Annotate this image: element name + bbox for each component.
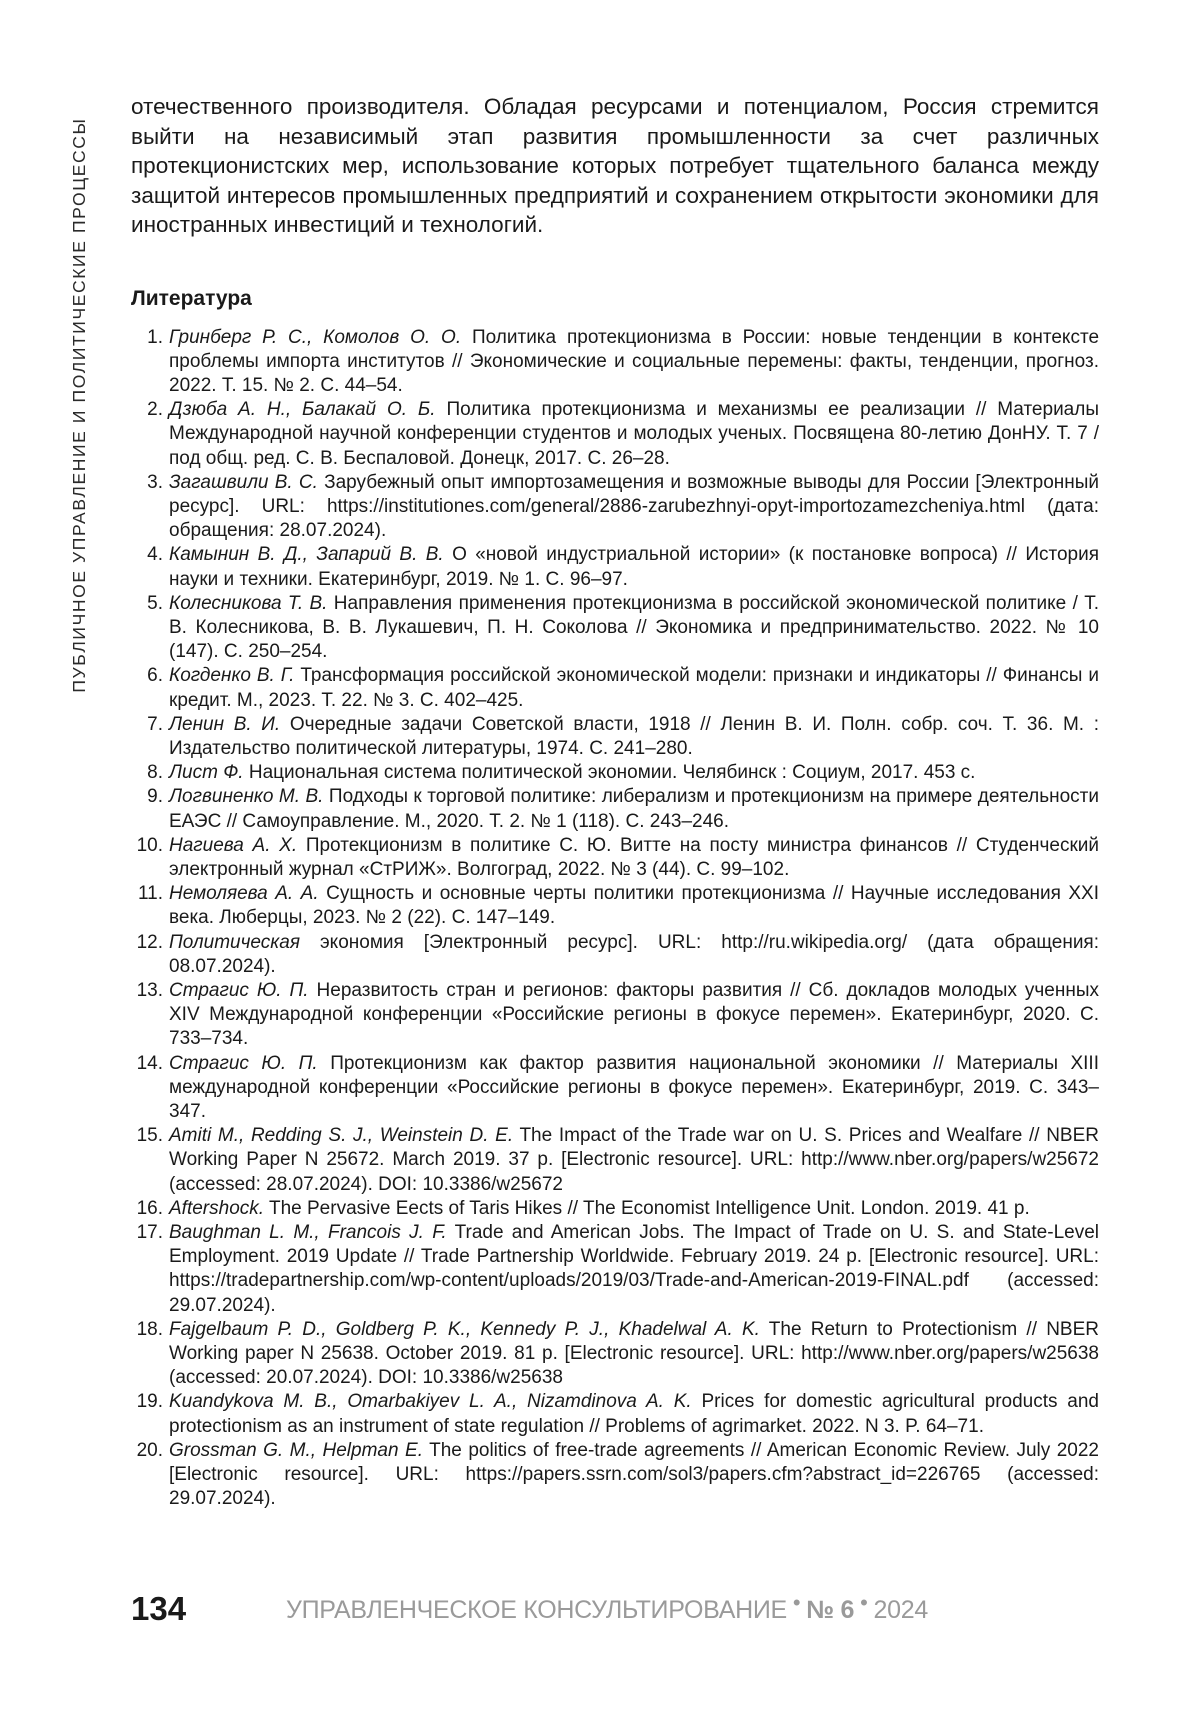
reference-number: 3. [121, 471, 163, 495]
reference-text: The Return to Protectionism // NBER Working paper N 25638. October 2019. 81 p. [Electronic resource]. URL: http://www.nber.org/papers/w25638 (accessed: 20.07.2024). DOI: 10.3386/w25638 [169, 1319, 1099, 1388]
reference-item [131, 1390, 1099, 1438]
reference-author: Fajgelbaum P. D., Goldberg P. K., Kennedy P. J., Khadelwal A. K. [169, 1319, 760, 1340]
running-title-sidebar [66, 100, 92, 710]
reference-author: Aftershock. [169, 1198, 264, 1219]
reference-item [131, 785, 1099, 833]
reference-text: экономия [Электронный ресурс]. URL: http://ru.wikipedia.org/ (дата обращения: 08.07.2024). [169, 932, 1099, 977]
reference-number: 5. [121, 592, 163, 616]
reference-author: Политическая [169, 932, 300, 953]
reference-number: 18. [121, 1318, 163, 1342]
reference-text: The Impact of the Trade war on U. S. Prices and Wealfare // NBER Working Paper N 25672. March 2019. 37 p. [Electronic resource]. URL: http://www.nber.org/papers/w25672 (accessed: 28.07.2024). DOI: 10.3386/w25672 [169, 1125, 1099, 1194]
intro-paragraph: отечественного производителя. Обладая ресурсами и потенциалом, Россия стремится выйти на независимый этап развития промышленности за счет различных протекционистских мер, использование которых потребует тщательного баланса между защитой интересов промышленных предприятий и сохранением открытости экономики для иностранных инвестиций и технологий. [131, 92, 1099, 240]
reference-number: 20. [121, 1439, 163, 1463]
reference-author: Нагиева А. Х. [169, 835, 297, 856]
reference-text: Подходы к торговой политике: либерализм и протекционизм на примере деятельности ЕАЭС // Самоуправление. М., 2020. Т. 2. № 1 (118). С. 243–246. [169, 786, 1099, 831]
reference-item [131, 1197, 1099, 1221]
reference-item [131, 543, 1099, 591]
reference-number: 16. [121, 1197, 163, 1221]
reference-item [131, 761, 1099, 785]
reference-number: 6. [121, 664, 163, 688]
reference-text: Протекционизм в политике С. Ю. Витте на посту министра финансов // Студенческий электронный журнал «СтРИЖ». Волгоград, 2022. № 3 (44). С. 99–102. [169, 835, 1099, 880]
journal-issue: № 6 [806, 1596, 854, 1624]
reference-item [131, 592, 1099, 665]
reference-number: 10. [121, 834, 163, 858]
reference-author: Колесникова Т. В. [169, 593, 327, 614]
reference-item [131, 471, 1099, 544]
reference-number: 14. [121, 1052, 163, 1076]
reference-author: Лист Ф. [169, 762, 244, 783]
reference-item [131, 326, 1099, 399]
reference-author: Немоляева А. А. [169, 883, 319, 904]
reference-author: Логвиненко М. В. [169, 786, 323, 807]
reference-number: 19. [121, 1390, 163, 1414]
reference-text: О «новой индустриальной истории» (к постановке вопроса) // История науки и техники. Екатеринбург, 2019. № 1. С. 96–97. [169, 544, 1099, 589]
reference-number: 4. [121, 543, 163, 567]
reference-number: 2. [121, 398, 163, 422]
reference-item [131, 931, 1099, 979]
references-list [131, 326, 1099, 1512]
reference-text: The politics of free-trade agreements // American Economic Review. July 2022 [Electronic resource]. URL: https://papers.ssrn.com/sol3/papers.cfm?abstract_id=226765 (accessed: 29.07.2024). [169, 1440, 1099, 1509]
journal-title [286, 1589, 928, 1632]
page-footer [131, 1589, 1099, 1629]
reference-text: Prices for domestic agricultural products and protectionism as an instrument of state regulation // Problems of agrimarket. 2022. N 3. P. 64–71. [169, 1391, 1099, 1436]
reference-text: Неразвитость стран и регионов: факторы развития // Сб. докладов молодых ученных XIV Международной конференции «Российские регионы в фокусе перемен». Екатеринбург, 2020. С. 733–734. [169, 980, 1099, 1049]
reference-number: 12. [121, 931, 163, 955]
reference-author: Дзюба А. Н., Балакай О. Б. [169, 399, 436, 420]
reference-text: Протекционизм как фактор развития национальной экономики // Материалы XIII международной конференции «Российские регионы в фокусе перемен». Екатеринбург, 2019. С. 343–347. [169, 1053, 1099, 1122]
reference-author: Grossman G. M., Helpman E. [169, 1440, 423, 1461]
reference-item [131, 882, 1099, 930]
page-content [131, 92, 1099, 1511]
reference-author: Amiti M., Redding S. J., Weinstein D. E. [169, 1125, 513, 1146]
reference-item [131, 1052, 1099, 1125]
reference-item [131, 398, 1099, 471]
reference-author: Камынин В. Д., Запарий В. В. [169, 544, 444, 565]
reference-item [131, 834, 1099, 882]
reference-item [131, 1124, 1099, 1197]
reference-text: Политика протекционизма в России: новые тенденции в контексте проблемы импорта институтов // Экономические и социальные перемены: факты, тенденции, прогноз. 2022. Т. 15. № 2. С. 44–54. [169, 327, 1099, 396]
reference-author: Когденко В. Г. [169, 665, 294, 686]
journal-name: УПРАВЛЕНЧЕСКОЕ КОНСУЛЬТИРОВАНИЕ [286, 1596, 787, 1624]
reference-text: Trade and American Jobs. The Impact of Trade on U. S. and State-Level Employment. 2019 Update // Trade Partnership Worldwide. February 2019. 24 p. [Electronic resource]. URL: https://tradepartnership.com/wp-content/uploads/2019/03/Trade-and-American-2019-FINAL.pdf (accessed: 29.07.2024). [169, 1222, 1099, 1316]
reference-item [131, 979, 1099, 1052]
reference-number: 11. [121, 882, 163, 906]
reference-text: Политика протекционизма и механизмы ее реализации // Материалы Международной научной конференции студентов и молодых ученых. Посвящена 80-летию ДонНУ. Т. 7 / под общ. ред. С. В. Беспаловой. Донецк, 2017. С. 26–28. [169, 399, 1099, 468]
reference-number: 1. [121, 326, 163, 350]
reference-number: 13. [121, 979, 163, 1003]
reference-author: Страгис Ю. П. [169, 1053, 318, 1074]
reference-text: Очередные задачи Советской власти, 1918 // Ленин В. И. Полн. собр. соч. Т. 36. М. : Издательство политической литературы, 1974. С. 241–280. [169, 714, 1099, 759]
separator-dot: • [793, 1582, 800, 1624]
reference-text: The Pervasive Eects of Taris Hikes // The Economist Intelligence Unit. London. 2019. 41 p. [269, 1198, 1030, 1219]
reference-text: Зарубежный опыт импортозамещения и возможные выводы для России [Электронный ресурс]. URL: https://institutiones.com/general/2886-zarubezhnyi-opyt-importozamezcheniya.html (дата: обращения: 28.07.2024). [169, 472, 1099, 541]
reference-text: Сущность и основные черты политики протекционизма // Научные исследования XXI века. Люберцы, 2023. № 2 (22). С. 147–149. [169, 883, 1099, 928]
reference-item [131, 1439, 1099, 1512]
reference-author: Ленин В. И. [169, 714, 280, 735]
reference-number: 9. [121, 785, 163, 809]
reference-number: 7. [121, 713, 163, 737]
reference-author: Страгис Ю. П. [169, 980, 309, 1001]
reference-text: Национальная система политической экономии. Челябинск : Социум, 2017. 453 с. [249, 762, 976, 783]
reference-author: Загашвили В. С. [169, 472, 318, 493]
reference-author: Baughman L. M., Francois J. F. [169, 1222, 447, 1243]
reference-item [131, 713, 1099, 761]
reference-text: Направления применения протекционизма в российской экономической политике / Т. В. Колесникова, В. В. Лукашевич, П. Н. Соколова // Экономика и предпринимательство. 2022. № 10 (147). С. 250–254. [169, 593, 1099, 662]
reference-number: 17. [121, 1221, 163, 1245]
reference-item [131, 1221, 1099, 1318]
reference-author: Гринберг Р. С., Комолов О. О. [169, 327, 461, 348]
reference-number: 8. [121, 761, 163, 785]
reference-text: Трансформация российской экономической модели: признаки и индикаторы // Финансы и кредит. М., 2023. Т. 22. № 3. С. 402–425. [169, 665, 1099, 710]
reference-author: Kuandykova M. B., Omarbakiyev L. A., Nizamdinova A. K. [169, 1391, 692, 1412]
reference-item [131, 1318, 1099, 1391]
references-heading: Литература [131, 286, 1099, 312]
reference-item [131, 664, 1099, 712]
journal-year: 2024 [874, 1596, 928, 1624]
reference-number: 15. [121, 1124, 163, 1148]
running-title: ПУБЛИЧНОЕ УПРАВЛЕНИЕ И ПОЛИТИЧЕСКИЕ ПРОЦЕССЫ [66, 100, 92, 710]
page-number: 134 [131, 1589, 186, 1629]
separator-dot: • [860, 1582, 867, 1624]
